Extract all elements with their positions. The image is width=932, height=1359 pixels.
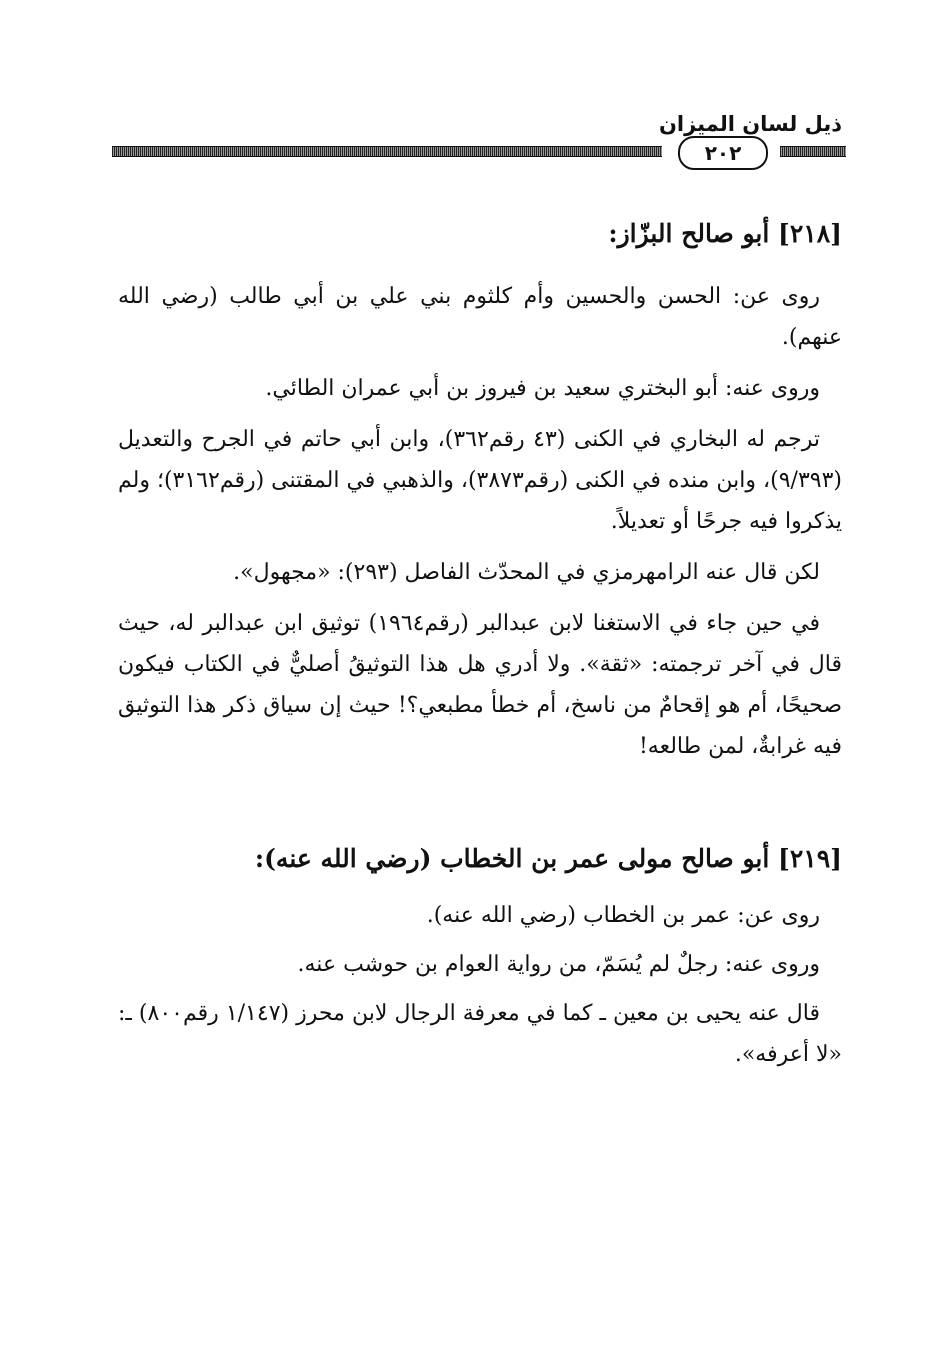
entry-219 [118, 837, 842, 1075]
entry-title: [٢١٨] أبو صالح البزّاز: [608, 219, 842, 248]
header-rule-short [780, 146, 846, 157]
paragraph: قال عنه يحيى بن معين ـ كما في معرفة الرجال لابن محرز (١/١٤٧ رقم٨٠٠) ـ: «لا أعرفه». [118, 1001, 842, 1067]
book-title: ذيل لسان الميزان [658, 112, 842, 136]
paragraph: روى عن: عمر بن الخطاب (رضي الله عنه). [426, 903, 820, 928]
paragraph: ترجم له البخاري في الكنى (٤٣ رقم٣٦٢)، وابن أبي حاتم في الجرح والتعديل (٩/٣٩٣)، وابن منده في الكنى (رقم٣٨٧٣)، والذهبي في المقتنى (رقم٣١٦٢)؛ ولم يذكروا فيه جرحًا أو تعديلاً. [118, 427, 842, 534]
spacer [118, 777, 842, 837]
page-header [112, 106, 846, 176]
paragraph: وروى عنه: أبو البختري سعيد بن فيروز بن أبي عمران الطائي. [265, 376, 820, 401]
paragraph: لكن قال عنه الرامهرمزي في المحدّث الفاصل (٢٩٣): «مجهول». [233, 560, 820, 585]
paragraph: وروى عنه: رجلٌ لم يُسَمّ، من رواية العوام بن حوشب عنه. [297, 952, 820, 977]
page-body [118, 212, 842, 1083]
header-rule [112, 146, 662, 157]
entry-title: [٢١٩] أبو صالح مولى عمر بن الخطاب (رضي الله عنه): [254, 844, 842, 873]
paragraph: روى عن: الحسن والحسين وأم كلثوم بني علي بن أبي طالب (رضي الله عنهم). [118, 284, 842, 350]
entry-218 [118, 212, 842, 767]
page-number: ٢٠٢ [678, 136, 768, 170]
paragraph: في حين جاء في الاستغنا لابن عبدالبر (رقم١٩٦٤) توثيق ابن عبدالبر له، حيث قال في آخر ترجمته: «ثقة». ولا أدري هل هذا التوثيقُ أصليٌّ في الكتاب فيكون صحيحًا، أم هو إقحامٌ من ناسخ، أم خطأ مطبعي؟! حيث إن سياق ذكر هذا التوثيق فيه غرابةٌ، لمن طالعه! [118, 611, 842, 759]
